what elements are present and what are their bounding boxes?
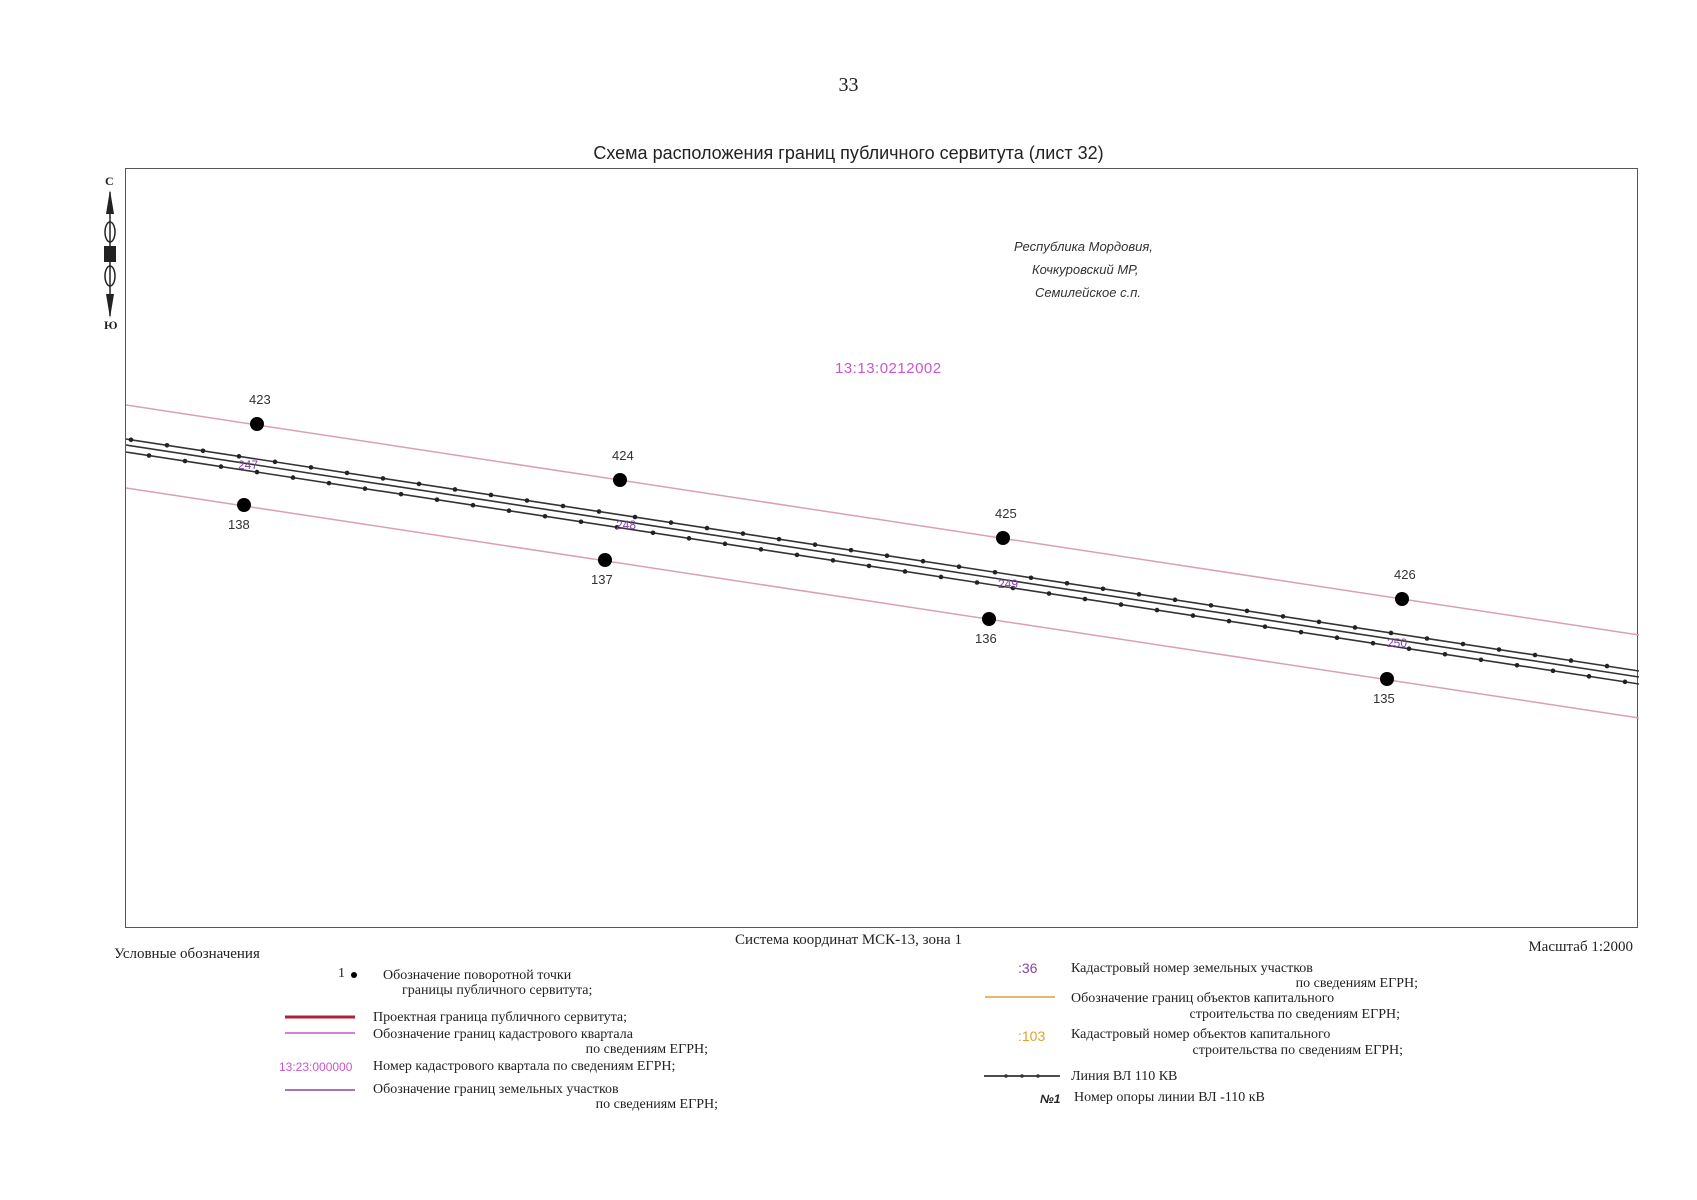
power-line-dot xyxy=(921,559,926,564)
power-line-dot xyxy=(1047,591,1052,596)
region-label-line3: Семилейское с.п. xyxy=(1035,285,1141,300)
legend-turn-point-1: Обозначение поворотной точки xyxy=(383,968,572,983)
compass-north-label: С xyxy=(105,174,114,188)
legend-project-boundary: Проектная граница публичного сервитута; xyxy=(373,1010,628,1025)
power-line-dot xyxy=(849,548,854,553)
tower-number-2: 248 xyxy=(616,518,637,532)
point-label-137: 137 xyxy=(591,572,613,587)
power-line-dot xyxy=(1317,620,1322,625)
tower-number-4: 250 xyxy=(1387,636,1408,650)
power-line-dot xyxy=(1227,619,1232,624)
legend-parcel-boundary-1: Обозначение границ земельных участков xyxy=(373,1082,619,1097)
power-line-dot xyxy=(1551,669,1556,674)
legend-quarter-number-sample: 13:23:000000 xyxy=(279,1060,353,1074)
power-line-dot xyxy=(723,542,728,547)
power-line-dot xyxy=(993,570,998,575)
page-number: 33 xyxy=(838,74,859,96)
power-line-dot xyxy=(867,564,872,569)
power-line-dot xyxy=(543,514,548,519)
map-frame xyxy=(125,168,1638,928)
power-line-dot xyxy=(777,537,782,542)
legend-quarter-boundary-2: по сведениям ЕГРН; xyxy=(585,1042,708,1057)
tower-number-3: 249 xyxy=(998,577,1019,591)
power-line-dot xyxy=(597,509,602,514)
power-line-dot xyxy=(1479,657,1484,662)
cadastral-quarter-label: 13:13:0212002 xyxy=(835,360,942,377)
power-line-dot xyxy=(201,449,206,454)
power-line xyxy=(126,439,1639,684)
power-line-dot xyxy=(1407,646,1412,651)
legend-turn-point-2: границы публичного сервитута; xyxy=(402,983,593,998)
power-line-dot xyxy=(885,553,890,558)
power-line-dot xyxy=(1191,613,1196,618)
power-line-dot xyxy=(813,542,818,547)
turn-point-424 xyxy=(613,473,627,487)
power-line-dot xyxy=(345,471,350,476)
point-label-423: 423 xyxy=(249,392,271,407)
power-line-dot xyxy=(759,547,764,552)
power-line-dot xyxy=(399,492,404,497)
power-line-dot xyxy=(1155,608,1160,613)
power-line-dot xyxy=(669,520,674,525)
power-line-dot xyxy=(183,459,188,464)
power-line-dot xyxy=(1281,614,1286,619)
power-line-dot xyxy=(651,531,656,536)
power-line-dot xyxy=(381,476,386,481)
power-line-dot xyxy=(687,536,692,541)
power-line-dot xyxy=(1497,647,1502,652)
map-title: Схема расположения границ публичного сервитута (лист 32) xyxy=(593,143,1104,163)
power-line-dot xyxy=(273,460,278,465)
power-line-dot xyxy=(1587,674,1592,679)
legend-tower-sample: №1 xyxy=(1040,1092,1061,1106)
power-line-dot xyxy=(1443,652,1448,657)
tower-number-1: 247 xyxy=(238,458,259,472)
turn-point-138 xyxy=(237,498,251,512)
point-label-138: 138 xyxy=(228,517,250,532)
legend-parcel-number-1: Кадастровый номер земельных участков xyxy=(1071,961,1313,976)
power-line-dot xyxy=(1065,581,1070,586)
legend-quarter-boundary-1: Обозначение границ кадастрового квартала xyxy=(373,1027,633,1042)
legend-point-sample: 1 xyxy=(338,966,345,981)
region-label-line2: Кочкуровский МР, xyxy=(1032,262,1139,277)
point-label-425: 425 xyxy=(995,506,1017,521)
legend-building-number-2: строительства по сведениям ЕГРН; xyxy=(1192,1043,1403,1058)
compass-south-label: Ю xyxy=(104,318,118,332)
power-line-dot xyxy=(129,437,134,442)
power-line-dot xyxy=(363,486,368,491)
turn-point-426 xyxy=(1395,592,1409,606)
power-line-dot xyxy=(327,481,332,486)
power-line-dot xyxy=(1623,680,1628,685)
power-line-dot xyxy=(1209,603,1214,608)
power-line-dot xyxy=(1461,642,1466,647)
legend-building-boundary-2: строительства по сведениям ЕГРН; xyxy=(1189,1007,1400,1022)
turn-point-423 xyxy=(250,417,264,431)
legend-power-line-swatch xyxy=(984,1073,1060,1079)
power-line-dot xyxy=(1533,653,1538,658)
power-line-dot xyxy=(1335,635,1340,640)
legend-title: Условные обозначения xyxy=(114,946,260,962)
power-line-dot xyxy=(1515,663,1520,668)
power-line-dot xyxy=(291,475,296,480)
map-canvas xyxy=(126,169,1639,929)
power-line-dot xyxy=(1083,597,1088,602)
servitude-boundary-south xyxy=(126,488,1639,718)
power-line-dot xyxy=(561,504,566,509)
power-line-dot xyxy=(1425,636,1430,641)
turn-point-425 xyxy=(996,531,1010,545)
power-line-dot xyxy=(705,526,710,531)
legend-power-line: Линия ВЛ 110 КВ xyxy=(1071,1069,1178,1084)
turn-point-137 xyxy=(598,553,612,567)
legend-building-number-1: Кадастровый номер объектов капитального xyxy=(1071,1027,1331,1042)
coordinate-system: Система координат МСК-13, зона 1 xyxy=(735,932,962,948)
power-line-dot xyxy=(309,465,314,470)
legend-building-boundary-1: Обозначение границ объектов капитального xyxy=(1071,991,1335,1006)
power-line-dot xyxy=(579,519,584,524)
power-line-dot xyxy=(831,558,836,563)
legend-parcel-number-2: по сведениям ЕГРН; xyxy=(1295,976,1418,991)
power-line-dot xyxy=(489,493,494,498)
north-arrow-icon xyxy=(98,188,122,320)
region-label-line1: Республика Мордовия, xyxy=(1014,239,1153,254)
legend-project-boundary-swatch xyxy=(285,1014,355,1020)
power-line-dot xyxy=(453,487,458,492)
legend-quarter-number: Номер кадастрового квартала по сведениям ЕГРН; xyxy=(373,1059,676,1074)
power-line-dot xyxy=(1263,624,1268,629)
power-line-dot xyxy=(903,569,908,574)
power-line-dot xyxy=(795,553,800,558)
point-label-424: 424 xyxy=(612,448,634,463)
point-label-136: 136 xyxy=(975,631,997,646)
point-label-135: 135 xyxy=(1373,691,1395,706)
power-line-dot xyxy=(1605,664,1610,669)
power-line-dot xyxy=(471,503,476,508)
power-line-dot xyxy=(1029,575,1034,580)
point-label-426: 426 xyxy=(1394,567,1416,582)
power-line-dot xyxy=(1353,625,1358,630)
legend-parcel-boundary-swatch xyxy=(285,1088,355,1092)
power-line-dot xyxy=(1569,658,1574,663)
power-line-dot xyxy=(1137,592,1142,597)
power-line-dot xyxy=(975,580,980,585)
turn-point-136 xyxy=(982,612,996,626)
power-line-dot xyxy=(219,464,224,469)
power-line-dot xyxy=(507,508,512,513)
power-line-dot xyxy=(525,498,530,503)
legend-parcel-number-sample: :36 xyxy=(1018,960,1038,976)
power-line-dot xyxy=(1173,598,1178,603)
legend-point-icon xyxy=(349,970,359,980)
legend-quarter-boundary-swatch xyxy=(285,1031,355,1035)
power-line-dot xyxy=(435,497,440,502)
power-line-dot xyxy=(1299,630,1304,635)
power-line-dot xyxy=(1389,631,1394,636)
legend-building-number-sample: :103 xyxy=(1018,1028,1046,1044)
power-line-dot xyxy=(957,564,962,569)
servitude-boundary-north xyxy=(126,405,1639,635)
power-line-dot xyxy=(1101,587,1106,592)
turn-point-135 xyxy=(1380,672,1394,686)
power-line-dot xyxy=(1245,609,1250,614)
scale-label: Масштаб 1:2000 xyxy=(1528,939,1633,955)
power-line-dot xyxy=(1371,641,1376,646)
power-line-dot xyxy=(147,453,152,458)
power-line-dot xyxy=(165,443,170,448)
legend-building-boundary-swatch xyxy=(985,995,1055,999)
legend-parcel-boundary-2: по сведениям ЕГРН; xyxy=(595,1097,718,1112)
power-line-dot xyxy=(741,531,746,536)
power-line-dot xyxy=(939,575,944,580)
legend-tower-number: Номер опоры линии ВЛ -110 кВ xyxy=(1074,1090,1265,1105)
power-line-dot xyxy=(1119,602,1124,607)
power-line-dot xyxy=(417,482,422,487)
